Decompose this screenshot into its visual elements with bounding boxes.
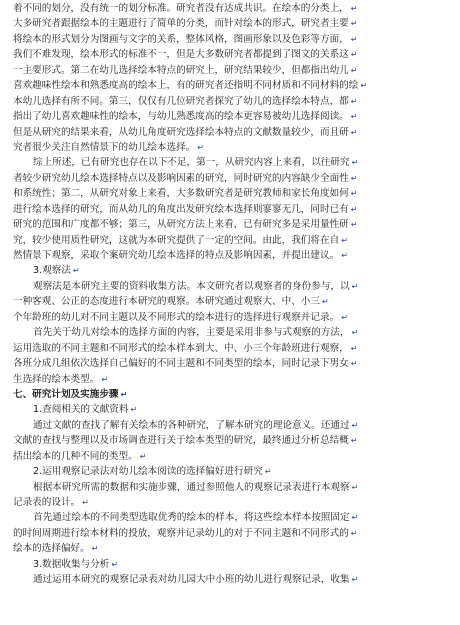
text-line: 1.查阅相关的文献资料 ↵ [33, 404, 138, 416]
text-line: 首先关于幼儿对绘本的选择方面的内容，主要是采用非参与式观察的方法， ↵ [33, 327, 359, 339]
line-break-mark-icon: ↵ [350, 112, 358, 122]
text-line: 但是从研究的结果来看，从幼儿角度研究选择绘本特点的文献数量较少，而且研 ↵ [13, 126, 358, 138]
line-break-mark-icon: ↵ [350, 127, 358, 137]
paragraph [13, 510, 450, 556]
line-break-mark-icon: ↵ [351, 482, 359, 492]
paragraph [13, 325, 450, 387]
paragraph [13, 402, 450, 417]
text-line: 括出绘本的几种不同的类型。 ↵ [13, 450, 147, 462]
line-break-mark-icon: ↵ [350, 343, 358, 353]
line-break-mark-icon: ↵ [197, 142, 204, 152]
text-line: 根据本研究所需的数据和实施步骤，通过参照他人的观察记录表进行本观察 ↵ [33, 481, 359, 493]
line-break-mark-icon: ↵ [120, 389, 128, 399]
line-break-mark-icon: ↵ [139, 451, 147, 461]
text-line: 进行绘本选择的研究，而从幼儿的角度出发研究绘本选择则寥寥无几，同时已有 ↵ [13, 203, 358, 215]
line-break-mark-icon: ↵ [350, 528, 358, 538]
section-heading [13, 387, 450, 402]
text-line: 3.数据收集与分析 ↵ [33, 558, 119, 570]
text-line: 2.运用观察记录法对幼儿绘本阅读的选择偏好进行研究 ↵ [33, 466, 272, 478]
text-line: 的时间周期进行绘本材料的投放，观察并记录幼儿的对于不同主题和不同形式的 ↵ [13, 527, 358, 539]
text-line: 首先通过绘本的不同类型选取优秀的绘本的样本，将这些绘本样本按照固定 ↵ [33, 512, 359, 524]
paragraph [13, 557, 450, 572]
line-break-mark-icon: ↵ [350, 19, 358, 29]
line-break-mark-icon: ↵ [350, 359, 358, 369]
line-break-mark-icon: ↵ [350, 204, 358, 214]
line-break-mark-icon: ↵ [351, 281, 359, 291]
line-break-mark-icon: ↵ [101, 374, 109, 384]
text-line: 文献的查找与整理以及市场调查进行关于绘本类型的研究，最终通过分析总结概 ↵ [13, 435, 358, 447]
text-line: 各班分成几组依次选择自己偏好的不同主题和不同类型的绘本，同时记录下男女 ↵ [13, 358, 358, 370]
paragraph [13, 480, 450, 511]
paragraph [13, 1, 450, 155]
line-break-mark-icon: ↵ [72, 266, 80, 276]
line-break-mark-icon: ↵ [341, 312, 348, 322]
text-line: 通过文献的查找了解有关绘本的各种研究，了解本研究的理论意义。还通过 ↵ [33, 419, 359, 431]
text-line: 究者很少关注自然情景下的幼儿绘本选择。 ↵ [13, 141, 204, 153]
text-line: 将绘本的形式划分为图画与文字的关系，整体风格，图画形象以及色彩等方面， ↵ [13, 33, 358, 45]
paragraph [13, 418, 450, 464]
line-break-mark-icon: ↵ [350, 65, 358, 75]
line-break-mark-icon: ↵ [351, 328, 359, 338]
line-break-mark-icon: ↵ [111, 559, 119, 569]
text-line: 观察法是本研究主要的资料收集方法。本文研究者以观察者的身份参与，以 ↵ [33, 280, 359, 292]
paragraph [13, 155, 450, 263]
text-line: 个年龄班的幼儿对不同主题以及不同形式的绘本进行的选择进行观察并记录。 ↵ [13, 311, 348, 323]
line-break-mark-icon: ↵ [350, 436, 358, 446]
text-line: 然情景下观察，采取个案研究幼儿绘本选择的特点及影响因素，并提出建议。 ↵ [13, 250, 348, 261]
line-break-mark-icon: ↵ [82, 498, 89, 507]
paragraph [13, 572, 450, 587]
text-line: 我们不难发现，绘本形式的标准不一，但是大多数研究者都提到了图文的关系这 ↵ [13, 49, 358, 61]
text-line: 究，较少使用质性研究，这就为本研究提供了一定的空间。由此，我们将在自 ↵ [13, 234, 348, 246]
line-break-mark-icon: ↵ [341, 251, 348, 260]
text-line: 生选择的绘本类型。 ↵ [13, 373, 109, 385]
text-line: 大多研究者跟据绘本的主题进行了简单的分类，而针对绘本的形式，研究者主要 ↵ [13, 18, 358, 30]
text-line: 综上所述，已有研究也存在以下不足，第一，从研究内容上来看，以往研究 ↵ [33, 157, 359, 169]
text-line: 指出了幼儿喜欢趣味性的绘本，与幼儿熟悉度高的绘本更容易被幼儿选择阅读。 ↵ [13, 111, 358, 123]
line-break-mark-icon: ↵ [350, 173, 358, 183]
line-break-mark-icon: ↵ [130, 405, 138, 415]
text-line: 者较少研究幼儿绘本选择特点以及影响因素的研究，同时研究的内容缺少全面性 ↵ [13, 172, 358, 184]
line-break-mark-icon: ↵ [351, 513, 359, 523]
line-break-mark-icon: ↵ [91, 544, 99, 554]
line-break-mark-icon: ↵ [351, 575, 359, 585]
line-break-mark-icon: ↵ [350, 220, 358, 230]
text-line: 一种客观、公正的态度进行本研究的观察。本研究通过观察大、中、小三 ↵ [13, 296, 329, 308]
paragraph [13, 279, 450, 325]
paragraph [13, 464, 450, 479]
text-line: 一主要形式。第二在幼儿选择绘本特点的研究上，研究结果较少，但都指出幼儿 ↵ [13, 64, 358, 76]
line-break-mark-icon: ↵ [350, 189, 358, 199]
line-break-mark-icon: ↵ [341, 235, 348, 245]
line-break-mark-icon: ↵ [264, 467, 272, 477]
line-break-mark-icon: ↵ [360, 81, 368, 91]
line-break-mark-icon: ↵ [322, 297, 329, 307]
text-line: 本幼儿选择有所不同。第三，仅仅有几位研究者探究了幼儿的选择绘本特点，都 ↵ [13, 95, 358, 107]
text-line: 通过运用本研究的观察记录表对幼儿园大中小班的幼儿进行观察记录，收集 ↵ [33, 574, 359, 586]
text-line: 绘本的选择偏好。 ↵ [13, 543, 99, 555]
line-break-mark-icon: ↵ [350, 34, 358, 44]
text-line: 3.观察法 ↵ [33, 265, 80, 277]
text-line: 研究的范围和广度都不够；第三，从研究方法上来看，已有研究多是采用量性研 ↵ [13, 219, 358, 231]
text-line: 着不同的划分，没有统一的划分标准。研究者没有达成共识。在绘本的分类上， ↵ [13, 3, 358, 14]
line-break-mark-icon: ↵ [351, 158, 359, 168]
text-line: 喜欢趣味性绘本和熟悉度高的绘本上，有的研究者还指明不同材质和不同材料的绘 ↵ [13, 80, 368, 92]
text-line: 和系统性；第二，从研究对象上来看，大多数研究者是研究教师和家长角度如何 ↵ [13, 188, 358, 200]
line-break-mark-icon: ↵ [350, 96, 358, 106]
line-break-mark-icon: ↵ [350, 4, 358, 13]
paragraph [13, 263, 450, 278]
text-line: 七、研究计划及实施步骤 ↵ [13, 388, 128, 400]
text-line: 运用选取的不同主题和不同形式的绘本样本到大、中、小三个年龄班进行观察， ↵ [13, 342, 358, 354]
text-line: 记录表的设计。 ↵ [13, 497, 89, 508]
line-break-mark-icon: ↵ [351, 420, 359, 430]
line-break-mark-icon: ↵ [350, 50, 358, 60]
